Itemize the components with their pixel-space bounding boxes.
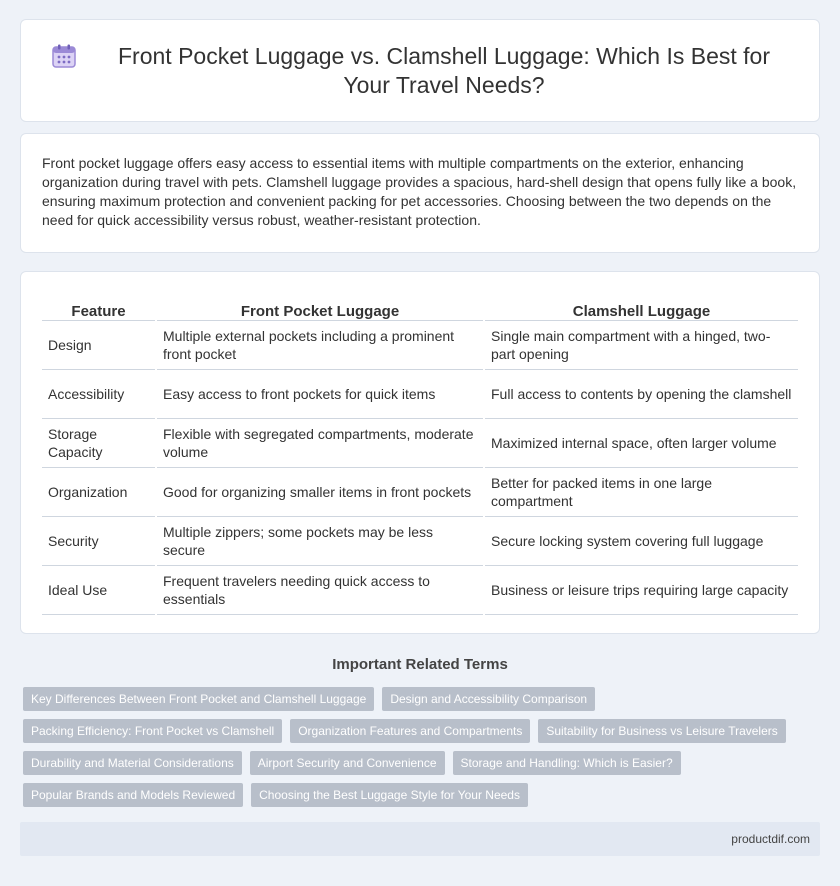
clamshell-cell: Better for packed items in one large compartment — [484, 467, 798, 516]
front-pocket-cell: Easy access to front pockets for quick items — [156, 369, 484, 418]
clamshell-cell: Full access to contents by opening the clamshell — [484, 369, 798, 418]
front-pocket-cell: Frequent travelers needing quick access to essentials — [156, 565, 484, 614]
feature-cell: Organization — [42, 467, 156, 516]
related-tag-popular-brands[interactable]: Popular Brands and Models Reviewed — [23, 783, 243, 807]
calendar-icon — [51, 43, 77, 69]
page-title: Front Pocket Luggage vs. Clamshell Luggage: Which Is Best for Your Travel Needs? — [118, 42, 770, 98]
table-header-row — [42, 296, 798, 320]
related-tag-choosing-best[interactable]: Choosing the Best Luggage Style for Your Needs — [251, 783, 528, 807]
front-pocket-cell: Multiple external pockets including a prominent front pocket — [156, 320, 484, 369]
table-row — [42, 369, 798, 418]
table-row — [42, 516, 798, 565]
feature-cell: Security — [42, 516, 156, 565]
header — [21, 20, 819, 121]
front-pocket-cell: Good for organizing smaller items in front pockets — [156, 467, 484, 516]
related-tag-business-leisure[interactable]: Suitability for Business vs Leisure Travelers — [538, 719, 785, 743]
comparison-table — [42, 296, 798, 615]
front-pocket-cell: Flexible with segregated compartments, moderate volume — [156, 418, 484, 467]
related-tag-design-accessibility[interactable]: Design and Accessibility Comparison — [382, 687, 595, 711]
related-terms-tags — [23, 687, 823, 807]
feature-cell: Ideal Use — [42, 565, 156, 614]
related-tag-airport-security[interactable]: Airport Security and Convenience — [250, 751, 445, 775]
clamshell-cell: Maximized internal space, often larger volume — [484, 418, 798, 467]
feature-cell: Storage Capacity — [42, 418, 156, 467]
feature-cell: Design — [42, 320, 156, 369]
table-row — [42, 467, 798, 516]
header-front-pocket: Front Pocket Luggage — [156, 296, 484, 320]
table-row — [42, 418, 798, 467]
table-row — [42, 565, 798, 614]
header-feature: Feature — [42, 296, 156, 320]
header-card — [20, 19, 820, 122]
feature-cell: Accessibility — [42, 369, 156, 418]
header-clamshell: Clamshell Luggage — [484, 296, 798, 320]
related-tag-organization-features[interactable]: Organization Features and Compartments — [290, 719, 530, 743]
related-tag-storage-handling[interactable]: Storage and Handling: Which is Easier? — [453, 751, 681, 775]
related-tag-key-differences[interactable]: Key Differences Between Front Pocket and Clamshell Luggage — [23, 687, 374, 711]
intro-paragraph: Front pocket luggage offers easy access to essential items with multiple compartments on the exterior, enhancing organization during travel with pets. Clamshell luggage provides a spacious, hard-shell design that opens fully like a book, ensuring maximum protection and convenient packing for pet accessories. Choosing between the two depends on the need for quick accessibility versus robust, weather-resistant protection. — [42, 155, 797, 228]
related-terms-title: Important Related Terms — [332, 656, 508, 673]
related-tag-packing-efficiency[interactable]: Packing Efficiency: Front Pocket vs Clamshell — [23, 719, 282, 743]
related-tag-durability[interactable]: Durability and Material Considerations — [23, 751, 242, 775]
front-pocket-cell: Multiple zippers; some pockets may be less secure — [156, 516, 484, 565]
clamshell-cell: Single main compartment with a hinged, two-part opening — [484, 320, 798, 369]
clamshell-cell: Business or leisure trips requiring large capacity — [484, 565, 798, 614]
comparison-card — [20, 271, 820, 634]
footer-site-name[interactable]: productdif.com — [731, 832, 810, 846]
table-row — [42, 320, 798, 369]
footer — [20, 822, 820, 856]
intro-card — [20, 133, 820, 253]
clamshell-cell: Secure locking system covering full luggage — [484, 516, 798, 565]
